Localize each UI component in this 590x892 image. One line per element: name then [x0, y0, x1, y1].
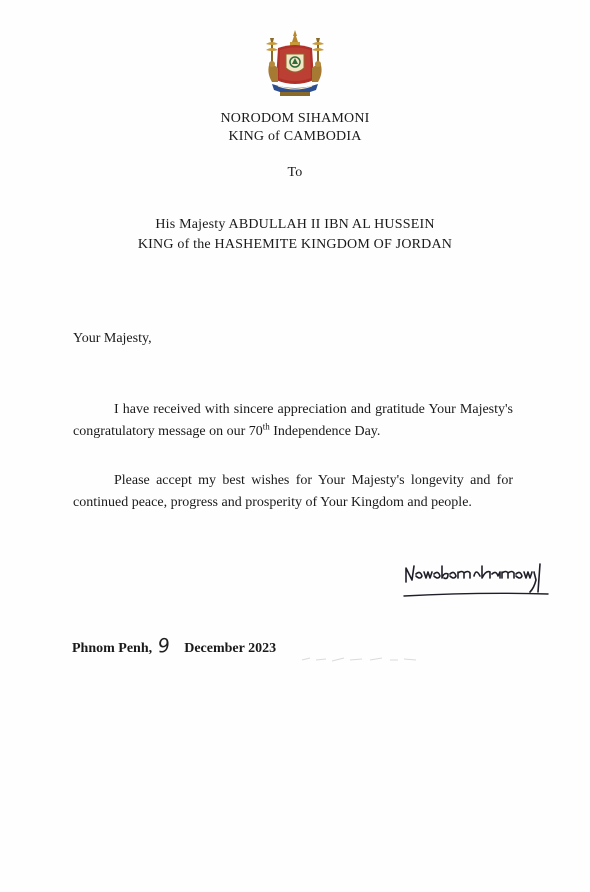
- ordinal-suffix: th: [262, 421, 270, 432]
- royal-coat-of-arms-icon: [262, 28, 328, 100]
- recipient-title: KING of the HASHEMITE KINGDOM OF JORDAN: [137, 237, 453, 252]
- to-label: To: [287, 165, 303, 180]
- sender-name: NORODOM SIHAMONI: [220, 111, 370, 126]
- place-name: Phnom Penh,: [72, 641, 153, 656]
- place-and-date: [72, 634, 277, 658]
- paragraph-appreciation-end: Independence Day.: [269, 424, 381, 439]
- paragraph-wishes: [73, 470, 513, 514]
- faint-scan-marks: [300, 654, 420, 664]
- month-year: December 2023: [184, 641, 277, 656]
- recipient-name: His Majesty ABDULLAH II IBN AL HUSSEIN: [155, 217, 435, 232]
- handwritten-day: 9: [157, 634, 172, 658]
- paragraph-appreciation-text: I have received with sincere appreciation and gratitude Your Majesty's congratulatory message on our 70: [73, 402, 513, 439]
- paragraph-appreciation: [73, 399, 513, 443]
- sender-title: KING of CAMBODIA: [228, 129, 362, 144]
- paragraph-wishes-text: Please accept my best wishes for Your Majesty's longevity and for continued peace, progress and prosperity of Your Kingdom and people.: [73, 473, 513, 510]
- handwritten-signature: [400, 558, 560, 602]
- salutation: Your Majesty,: [73, 331, 152, 346]
